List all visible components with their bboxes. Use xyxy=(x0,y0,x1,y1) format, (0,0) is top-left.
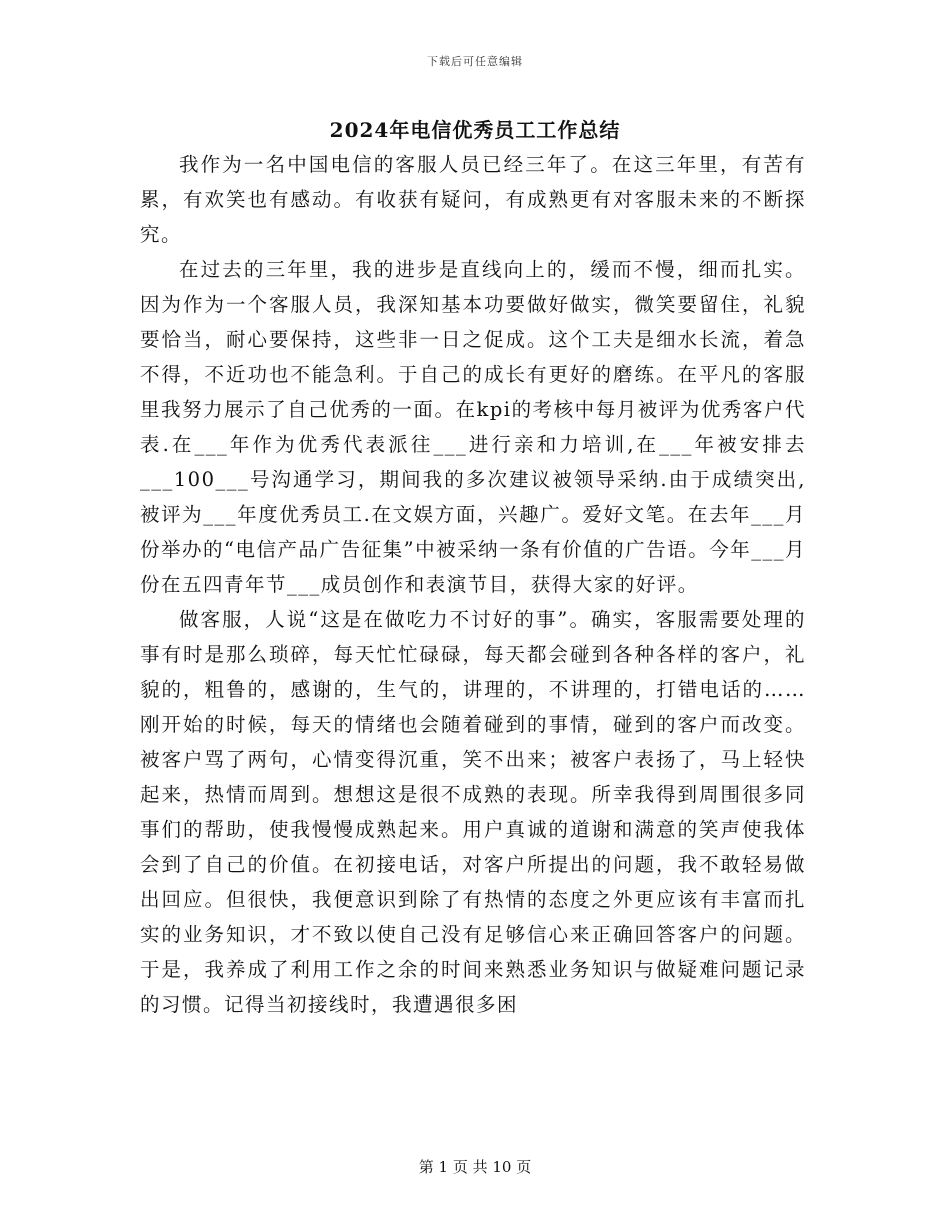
page-number: 第 1 页 共 10 页 xyxy=(418,1158,532,1176)
document-title: 2024年电信优秀员工工作总结 xyxy=(329,118,621,142)
paragraph-3: 做客服，人说“这是在做吃力不讨好的事”。确实，客服需要处理的事有时是那么琐碎，每天忙忙碌碌，每天都会碰到各种各样的客户，礼貌的，粗鲁的，感谢的，生气的，讲理的，不讲理的，打错电话的……刚开始的时候，每天的情绪也会随着碰到的事情，碰到的客户而改变。被客户骂了两句，心情变得沉重，笑不出来；被客户表扬了，马上轻快起来，热情而周到。想想这是很不成熟的表现。所幸我得到周围很多同事们的帮助，使我慢慢成熟起来。用户真诚的道谢和满意的笑声使我体会到了自己的价值。在初接电话，对客户所提出的问题，我不敢轻易做出回应。但很快，我便意识到除了有热情的态度之外更应该有丰富而扎实的业务知识，才不致以使自己没有足够信心来正确回答客户的问题。于是，我养成了利用工作之余的时间来熟悉业务知识与做疑难问题记录的习惯。记得当初接线时，我遭遇很多困 xyxy=(140,608,806,1016)
paragraph-1: 我作为一名中国电信的客服人员已经三年了。在这三年里，有苦有累，有欢笑也有感动。有收获有疑问，有成熟更有对客服未来的不断探究。 xyxy=(140,153,806,246)
header-note: 下载后可任意编辑 xyxy=(427,55,523,68)
document-body xyxy=(140,147,806,1022)
paragraph-2: 在过去的三年里，我的进步是直线向上的，缓而不慢，细而扎实。因为作为一个客服人员，我深知基本功要做好做实，微笑要留住，礼貌要恰当，耐心要保持，这些非一日之促成。这个工夫是细水长流，着急不得，不近功也不能急利。于自己的成长有更好的磨练。在平凡的客服里我努力展示了自己优秀的一面。在kpi的考核中每月被评为优秀客户代表.在___年作为优秀代表派往___进行亲和力培训,在___年被安排去___100___号沟通学习，期间我的多次建议被领导采纳.由于成绩突出,被评为___年度优秀员工.在文娱方面，兴趣广。爱好文笔。在去年___月份举办的“电信产品广告征集”中被采纳一条有价值的广告语。今年___月份在五四青年节___成员创作和表演节目，获得大家的好评。 xyxy=(140,258,806,596)
